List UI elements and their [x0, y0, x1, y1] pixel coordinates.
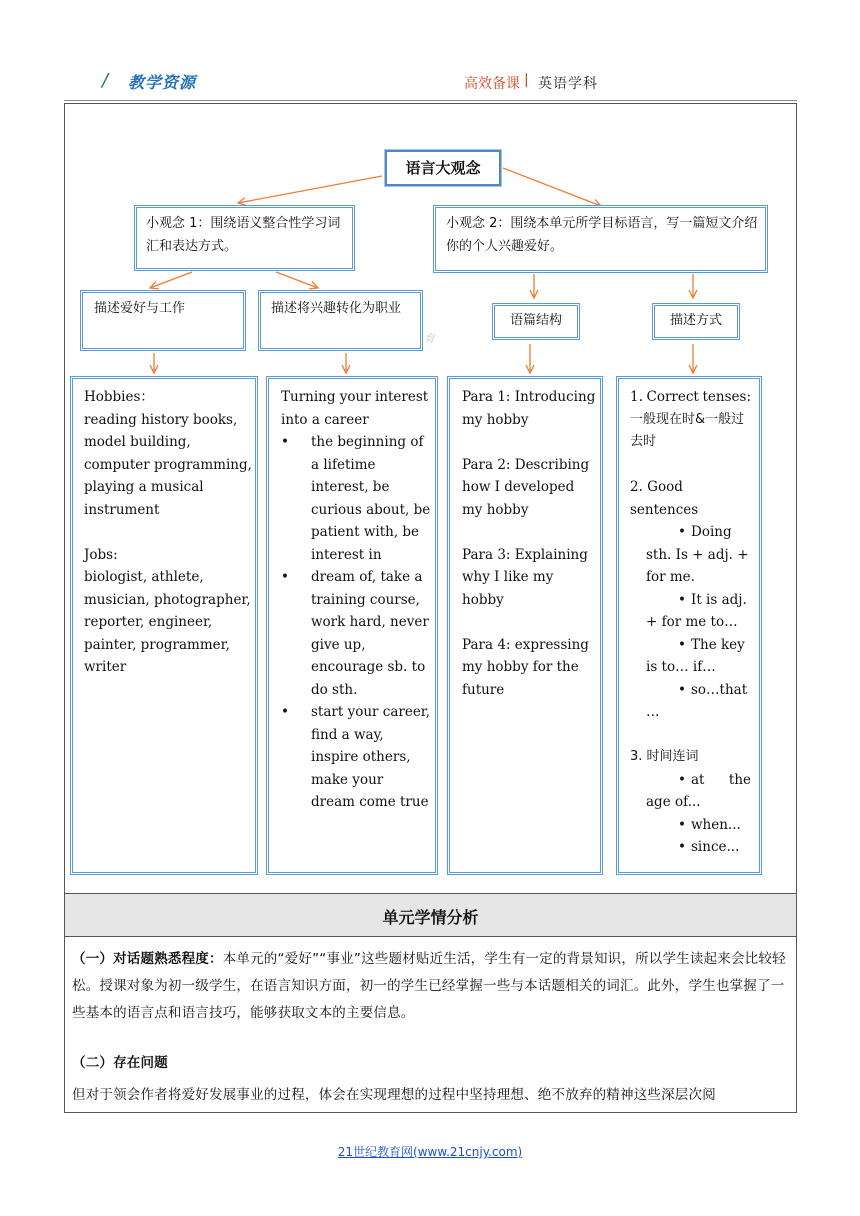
header-right-label: 英语学科	[538, 76, 598, 92]
para-item: Para 1: Introducing my hobby	[462, 389, 596, 428]
list-item: • It is adj.	[646, 589, 751, 612]
sub-concept-2-text: 小观念 2：围绕本单元所学目标语言，写一篇短文介绍你的个人兴趣爱好。	[446, 216, 758, 254]
list-item-cont: + for me to…	[646, 614, 738, 630]
para-item: Para 3: Explaining why I like my hobby	[462, 546, 588, 608]
root-concept-label: 语言大观念	[405, 159, 481, 177]
jobs-list: biologist, athlete, musician, photographer, reporter, engineer, painter, programmer, writer	[84, 569, 251, 675]
familiarity-heading: （一）对话题熟悉程度：	[72, 951, 223, 967]
jobs-label: Jobs:	[84, 546, 118, 563]
header-left-label: 高效备课	[464, 76, 520, 92]
list-item-cont: …	[646, 704, 660, 720]
item1-word: Correct	[646, 389, 699, 405]
node-interest-career-label: 描述将兴趣转化为职业	[271, 301, 402, 316]
hobbies-list: reading history books, model building, computer programming, playing a musical instrument	[84, 411, 252, 518]
item3-title: 3. 时间连词	[630, 749, 699, 764]
list-item: • Doing	[646, 521, 751, 544]
column-4-content	[630, 386, 751, 859]
list-item: • start your career, find a way, inspire others, make your dream come true	[281, 701, 431, 814]
list-item: • dream of, take a training course, work hard, never give up, encourage sb. to do sth.	[281, 566, 431, 701]
footer-link[interactable]: 21世纪教育网(www.21cnjy.com)	[337, 1145, 523, 1159]
watermark-fragment: 育	[424, 332, 435, 345]
logo-slash-mark: /	[102, 70, 109, 91]
node-hobbies-jobs-label: 描述爱好与工作	[94, 301, 186, 316]
problems-body: 但对于领会作者将爱好发展事业的过程，体会在实现理想的过程中坚持理想、绝不放弃的精神这些深层次阅	[72, 1087, 716, 1103]
list-item-cont: age of...	[646, 794, 701, 810]
brand-logo: 教学资源	[128, 73, 197, 92]
familiarity-paragraph	[72, 946, 790, 1027]
list-item: • The key	[646, 634, 751, 657]
problems-heading: （二）存在问题	[72, 1055, 168, 1071]
list-item-cont: is to… if…	[646, 659, 716, 675]
list-item	[646, 769, 751, 792]
node-description-label: 描述方式	[669, 313, 722, 328]
header-rule	[64, 100, 797, 101]
para-item: Para 4: expressing my hobby for the future	[462, 636, 589, 698]
item3-word: • at	[691, 771, 705, 788]
item1-number: 1.	[630, 389, 643, 405]
sub-concept-1-text: 小观念 1：围绕语义整合性学习词汇和表达方式。	[146, 216, 341, 254]
list-item: • so…that	[646, 679, 751, 702]
list-item: • the beginning of a lifetime interest, be curious about, be patient with, be interest in	[281, 431, 431, 566]
para-item: Para 2: Describing how I developed my hobby	[462, 456, 590, 518]
column-1-content	[84, 386, 254, 679]
column-2-content	[281, 386, 431, 814]
item1-word-2: tenses:	[702, 389, 751, 405]
list-item-cont: sth. Is + adj. + for me.	[646, 546, 749, 585]
list-item: • since...	[646, 836, 751, 859]
analysis-title: 单元学情分析	[382, 908, 479, 927]
career-intro: Turning your interest into a career	[281, 389, 429, 428]
item1-line	[630, 386, 751, 409]
column-3-content	[462, 386, 598, 701]
list-item: • when...	[646, 814, 751, 837]
familiarity-body: 本单元的“爱好”“事业”这些题材贴近生活，学生有一定的背景知识，所以学生读起来会比较轻松。授课对象为初一级学生，在语言知识方面，初一的学生已经掌握一些与本话题相关的词汇。此外，学生也掌握了一些基本的语言点和语言技巧，能够获取文本的主要信息。	[72, 951, 786, 1021]
node-text-structure-label: 语篇结构	[509, 313, 562, 328]
item1-cjk: 一般现在时&一般过去时	[630, 411, 745, 449]
header-separator: |	[524, 72, 529, 88]
item2-title: 2. Good sentences	[630, 479, 699, 518]
item3-word-2: the	[728, 771, 751, 788]
hobbies-label: Hobbies：	[84, 389, 154, 405]
